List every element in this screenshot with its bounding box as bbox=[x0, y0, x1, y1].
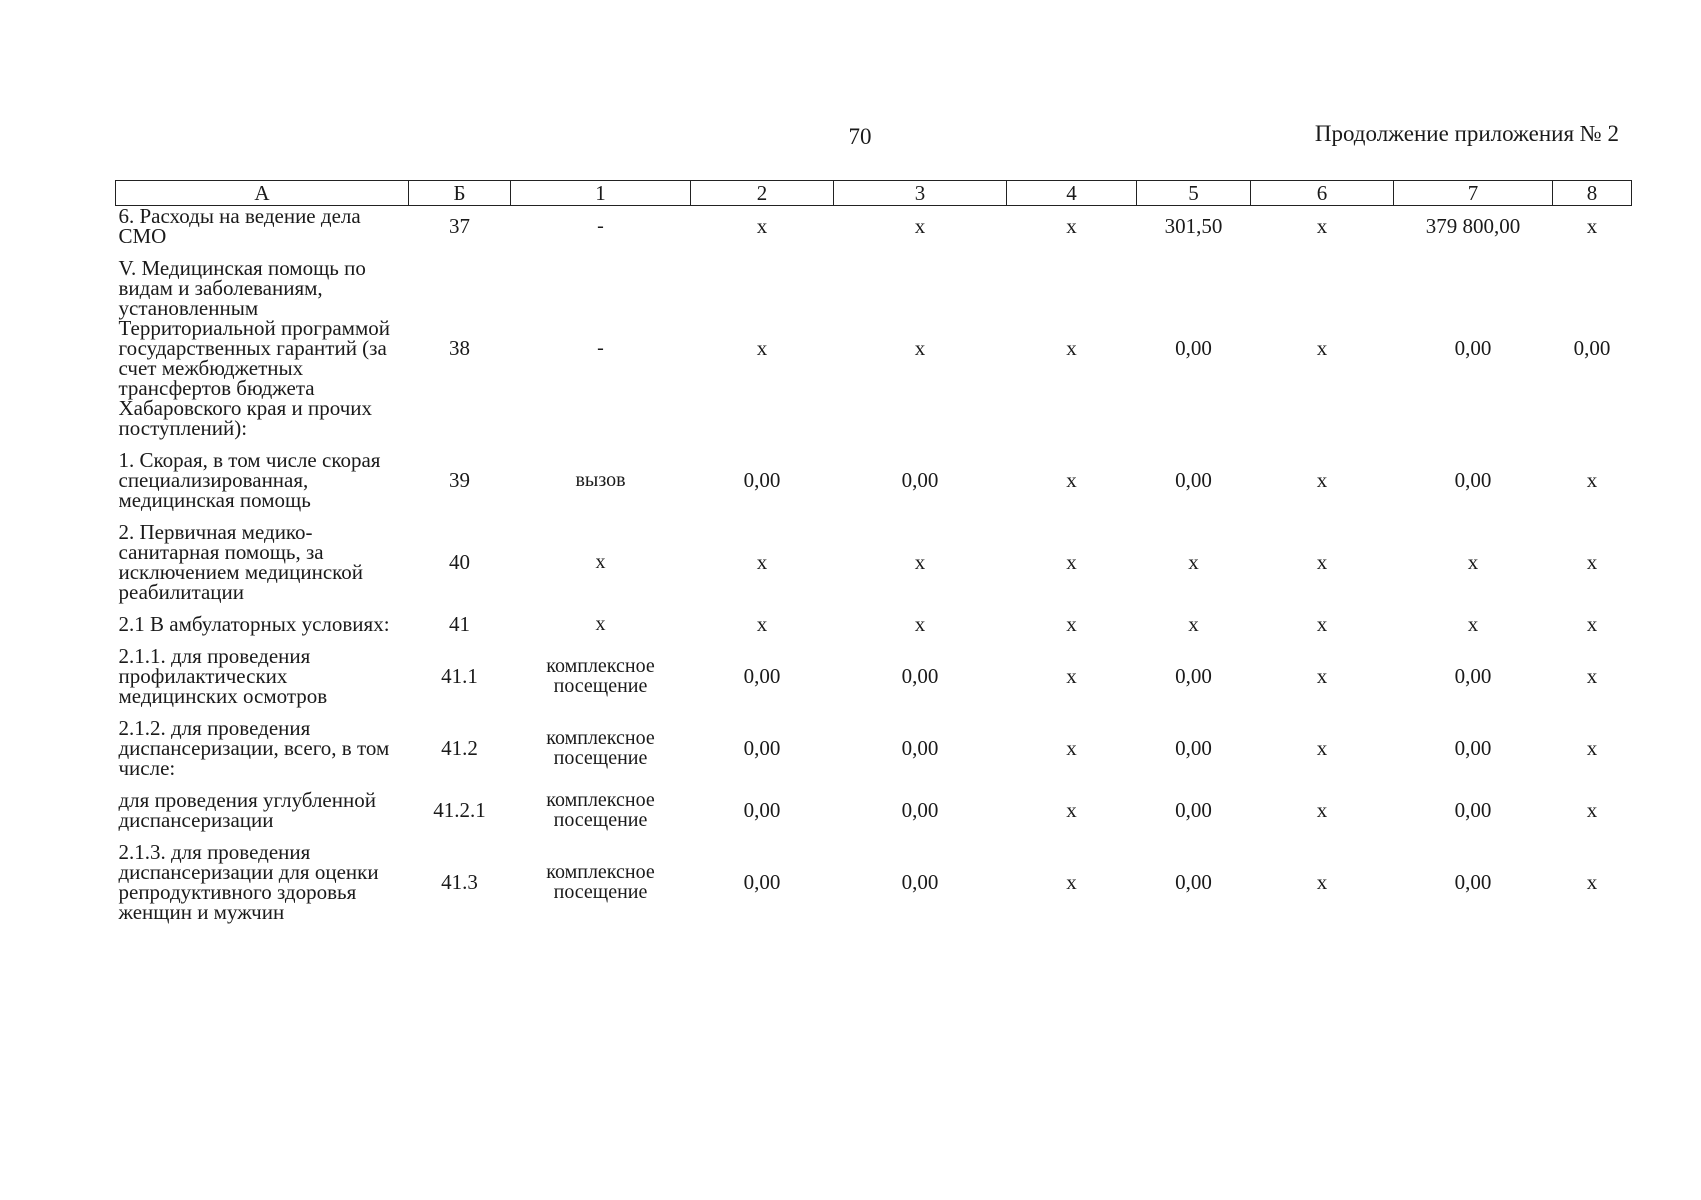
row-code: 40 bbox=[449, 550, 470, 574]
table-row bbox=[116, 206, 1632, 247]
column-header: 2 bbox=[691, 181, 834, 206]
unit-cell: комплексное посещение bbox=[546, 861, 655, 903]
value-cell-col2: 0,00 bbox=[743, 870, 781, 894]
value-cell-col5: 0,00 bbox=[1175, 736, 1212, 760]
row-spacer-cell bbox=[116, 830, 1632, 842]
value-cell-col6: х bbox=[1316, 870, 1328, 894]
row-spacer bbox=[116, 510, 1632, 522]
value-cell-col7: 0,00 bbox=[1454, 664, 1492, 688]
value-cell-col8: х bbox=[1586, 736, 1598, 760]
value-cell-col5: х bbox=[1188, 612, 1199, 636]
value-cell-col5: 0,00 bbox=[1175, 870, 1212, 894]
unit-cell: х bbox=[595, 551, 606, 573]
row-spacer bbox=[116, 830, 1632, 842]
table-row bbox=[116, 522, 1632, 602]
value-cell-col8: 0,00 bbox=[1573, 336, 1611, 360]
page-number: 70 bbox=[848, 124, 872, 149]
row-code: 41.3 bbox=[441, 870, 478, 894]
value-cell-col3: 0,00 bbox=[901, 798, 939, 822]
value-cell-col3: х bbox=[914, 336, 926, 360]
value-cell-col2: 0,00 bbox=[743, 664, 781, 688]
row-label: 2.1.2. для проведения диспансеризации, всего, в том числе: bbox=[118, 716, 390, 780]
value-cell-col3: 0,00 bbox=[901, 664, 939, 688]
value-cell-col3: 0,00 bbox=[901, 736, 939, 760]
value-cell-col4: х bbox=[1066, 468, 1077, 492]
value-cell-col4: х bbox=[1066, 214, 1077, 238]
unit-cell: - bbox=[597, 337, 604, 359]
table-body bbox=[116, 206, 1632, 923]
row-code: 41.2 bbox=[441, 736, 478, 760]
value-cell-col6: х bbox=[1316, 468, 1328, 492]
value-cell-col4: х bbox=[1066, 612, 1077, 636]
row-code: 41.1 bbox=[441, 664, 478, 688]
value-cell-col2: х bbox=[756, 214, 768, 238]
value-cell-col4: х bbox=[1066, 798, 1077, 822]
value-cell-col8: х bbox=[1586, 550, 1598, 574]
row-label: 2. Первичная медико-санитарная помощь, за исключением медицинской реабилитации bbox=[118, 520, 364, 604]
column-header: 8 bbox=[1553, 181, 1632, 206]
row-label: для проведения углубленной диспансеризации bbox=[118, 788, 376, 832]
unit-cell: комплексное посещение bbox=[546, 727, 655, 769]
unit-cell: х bbox=[595, 613, 606, 635]
row-code: 41 bbox=[449, 612, 470, 636]
table-row bbox=[116, 790, 1632, 830]
value-cell-col2: 0,00 bbox=[743, 736, 781, 760]
value-cell-col3: 0,00 bbox=[901, 468, 939, 492]
value-cell-col5: 0,00 bbox=[1175, 664, 1212, 688]
unit-cell: комплексное посещение bbox=[546, 789, 655, 831]
value-cell-col5: 0,00 bbox=[1175, 468, 1212, 492]
unit-cell: - bbox=[597, 215, 604, 237]
value-cell-col5: 0,00 bbox=[1175, 336, 1212, 360]
value-cell-col2: х bbox=[756, 612, 768, 636]
column-header: 3 bbox=[834, 181, 1007, 206]
value-cell-col6: х bbox=[1316, 550, 1328, 574]
value-cell-col8: х bbox=[1586, 612, 1598, 636]
value-cell-col6: х bbox=[1316, 336, 1328, 360]
value-cell-col4: х bbox=[1066, 736, 1077, 760]
row-label: 2.1 В амбулаторных условиях: bbox=[118, 612, 390, 636]
value-cell-col6: х bbox=[1316, 612, 1328, 636]
value-cell-col5: 301,50 bbox=[1164, 214, 1223, 238]
table-row bbox=[116, 450, 1632, 510]
value-cell-col2: х bbox=[756, 550, 768, 574]
column-header: Б bbox=[409, 181, 511, 206]
value-cell-col6: х bbox=[1316, 214, 1328, 238]
row-label: V. Медицинская помощь по видам и заболеваниям, установленным Территориальной программой государственных гарантий (за счет межбюджетных трансфертов бюджета Хабаровского края и прочих поступлений): bbox=[118, 256, 391, 440]
value-cell-col4: х bbox=[1066, 550, 1077, 574]
table-row bbox=[116, 614, 1632, 634]
row-label: 2.1.3. для проведения диспансеризации для оценки репродуктивного здоровья женщин и мужчин bbox=[118, 840, 379, 924]
value-cell-col8: х bbox=[1586, 214, 1598, 238]
column-header: 7 bbox=[1394, 181, 1553, 206]
value-cell-col7: х bbox=[1467, 612, 1479, 636]
table-row bbox=[116, 718, 1632, 778]
data-table bbox=[115, 180, 1632, 922]
value-cell-col4: х bbox=[1066, 870, 1077, 894]
value-cell-col7: х bbox=[1467, 550, 1479, 574]
value-cell-col6: х bbox=[1316, 736, 1328, 760]
unit-cell: комплексное посещение bbox=[546, 655, 655, 697]
value-cell-col2: 0,00 bbox=[743, 798, 781, 822]
column-header: 4 bbox=[1007, 181, 1137, 206]
table-row bbox=[116, 646, 1632, 706]
value-cell-col7: 0,00 bbox=[1454, 468, 1492, 492]
row-code: 41.2.1 bbox=[433, 798, 486, 822]
value-cell-col4: х bbox=[1066, 336, 1077, 360]
column-header: 1 bbox=[511, 181, 691, 206]
column-header: 6 bbox=[1251, 181, 1394, 206]
row-spacer-cell bbox=[116, 510, 1632, 522]
row-spacer bbox=[116, 706, 1632, 718]
data-table-container bbox=[115, 180, 1631, 922]
value-cell-col2: х bbox=[756, 336, 768, 360]
value-cell-col7: 0,00 bbox=[1454, 798, 1492, 822]
value-cell-col6: х bbox=[1316, 664, 1328, 688]
row-code: 38 bbox=[449, 336, 470, 360]
value-cell-col5: х bbox=[1188, 550, 1199, 574]
value-cell-col3: х bbox=[914, 550, 926, 574]
value-cell-col5: 0,00 bbox=[1175, 798, 1212, 822]
row-label: 2.1.1. для проведения профилактических медицинских осмотров bbox=[118, 644, 328, 708]
appendix-continuation-note: Продолжение приложения № 2 bbox=[1314, 121, 1619, 146]
row-code: 39 bbox=[449, 468, 470, 492]
unit-cell: вызов bbox=[575, 469, 626, 491]
value-cell-col3: х bbox=[914, 612, 926, 636]
row-code: 37 bbox=[449, 214, 470, 238]
value-cell-col2: 0,00 bbox=[743, 468, 781, 492]
row-spacer-cell bbox=[116, 706, 1632, 718]
table-row bbox=[116, 842, 1632, 922]
value-cell-col6: х bbox=[1316, 798, 1328, 822]
column-number-header-row bbox=[116, 181, 1632, 206]
value-cell-col3: 0,00 bbox=[901, 870, 939, 894]
value-cell-col8: х bbox=[1586, 798, 1598, 822]
column-header: 5 bbox=[1137, 181, 1251, 206]
value-cell-col7: 0,00 bbox=[1454, 870, 1492, 894]
column-header: А bbox=[116, 181, 409, 206]
row-label: 6. Расходы на ведение дела СМО bbox=[118, 204, 361, 248]
value-cell-col7: 379 800,00 bbox=[1425, 214, 1521, 238]
value-cell-col7: 0,00 bbox=[1454, 736, 1492, 760]
value-cell-col8: х bbox=[1586, 870, 1598, 894]
value-cell-col4: х bbox=[1066, 664, 1077, 688]
value-cell-col8: х bbox=[1586, 664, 1598, 688]
row-label: 1. Скорая, в том числе скорая специализированная, медицинская помощь bbox=[118, 448, 381, 512]
table-row bbox=[116, 258, 1632, 438]
value-cell-col8: х bbox=[1586, 468, 1598, 492]
value-cell-col7: 0,00 bbox=[1454, 336, 1492, 360]
value-cell-col3: х bbox=[914, 214, 926, 238]
